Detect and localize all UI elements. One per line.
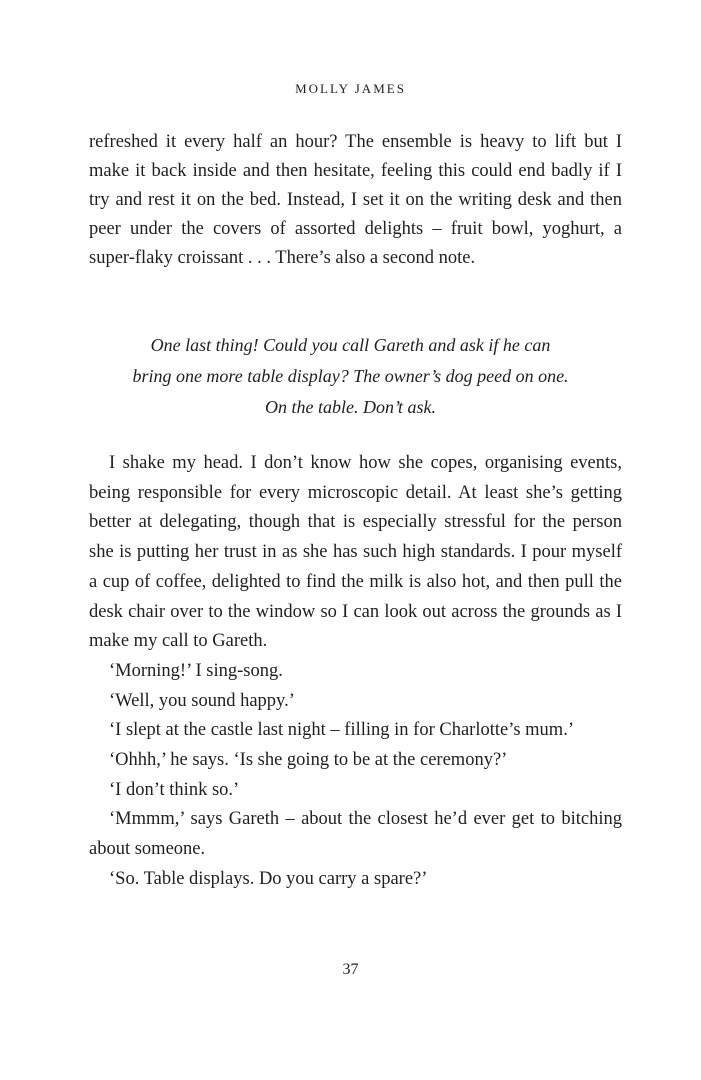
dialogue-line: ‘I don’t think so.’ (109, 779, 240, 800)
paragraph-text: refreshed it every half an hour? The ensemble is heavy to lift but I make it back inside and then hesitate, feeling this could end badly if I try and rest it on the bed. Instead, I set it on the writing desk and then peer under the covers of assorted delights – fruit bowl, yoghurt, a super-flaky croissant . . . There’s also a second note. (89, 132, 622, 268)
dialogue-line: ‘Well, you sound happy.’ (109, 690, 295, 711)
paragraph-text: I shake my head. I don’t know how she copes, organising events, being responsible for every microscopic detail. At least she’s getting better at delegating, though that is especially stressful for the person she is putting her trust in as she has such high standards. I pour myself a cup of coffee, delighted to find the milk is also hot, and then pull the desk chair over to the window so I can look out across the grounds as I make my call to Gareth. (89, 453, 622, 652)
note-line: bring one more table display? The owner’s dog peed on one. (132, 366, 569, 386)
page-number: 37 (342, 961, 359, 978)
dialogue-line: ‘So. Table displays. Do you carry a spare?’ (109, 868, 428, 889)
running-head: MOLLY JAMES (295, 81, 406, 96)
dialogue-line: ‘Morning!’ I sing-song. (109, 660, 283, 681)
dialogue-line: ‘Mmmm,’ says Gareth – about the closest he’d ever get to bitching about someone. (89, 809, 622, 860)
dialogue-line: ‘Ohhh,’ he says. ‘Is she going to be at the ceremony?’ (109, 750, 508, 771)
italic-note (60, 330, 641, 423)
body-paragraph-1 (89, 128, 622, 273)
note-line: On the table. Don’t ask. (265, 397, 436, 417)
dialogue-line: ‘I slept at the castle last night – filling in for Charlotte’s mum.’ (109, 720, 574, 741)
note-line: One last thing! Could you call Gareth and ask if he can (150, 335, 551, 355)
body-paragraph-2 (89, 449, 622, 895)
